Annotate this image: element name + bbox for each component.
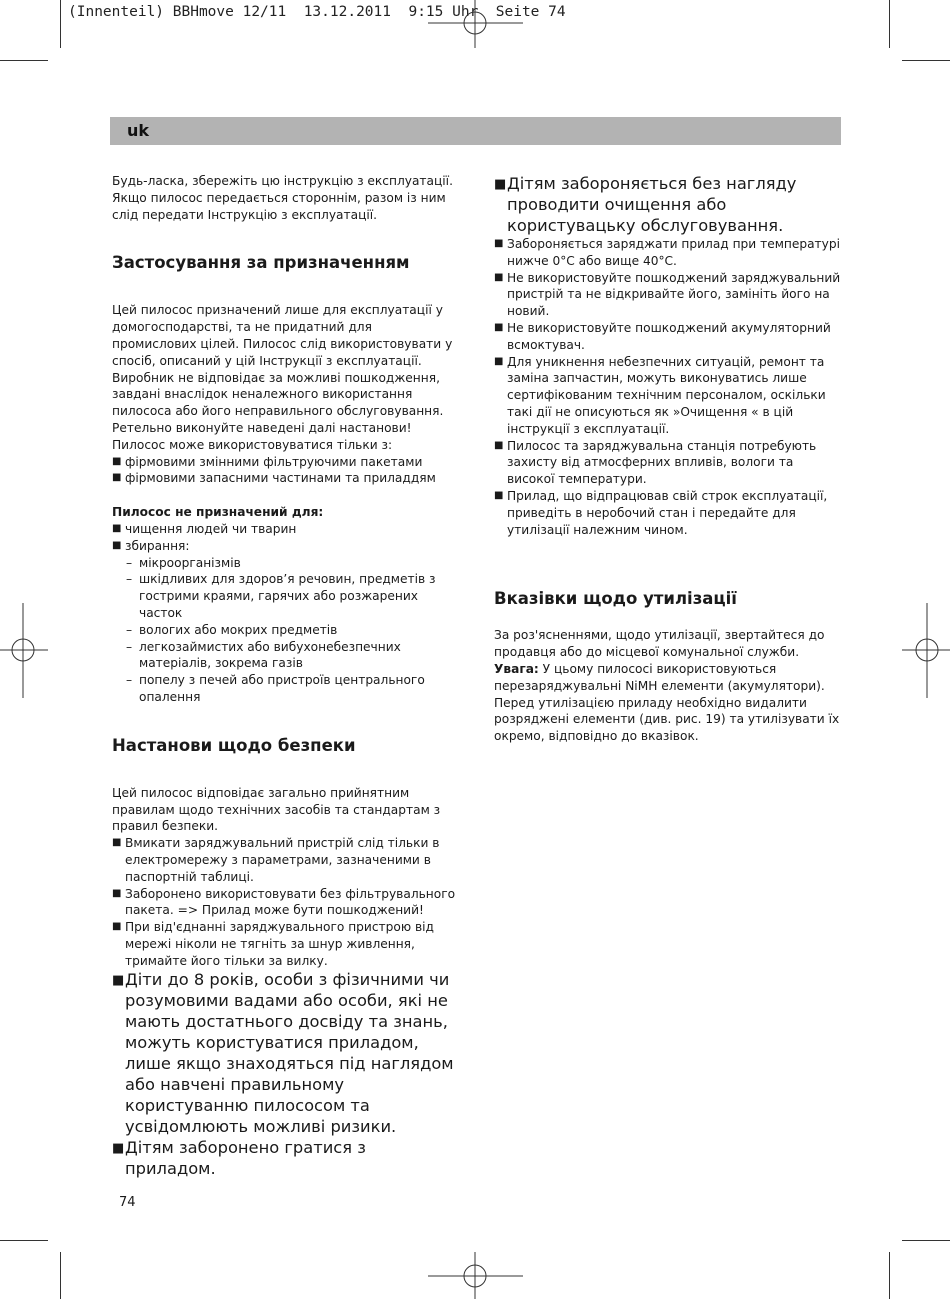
heading-safety: Настанови щодо безпеки bbox=[112, 735, 356, 755]
registration-mark-right bbox=[902, 603, 950, 698]
crop-mark bbox=[902, 1240, 950, 1241]
left-column bbox=[112, 173, 457, 1179]
list-item: ■ фірмовими запасними частинами та приладдям bbox=[112, 470, 457, 487]
warning-label: Увага: bbox=[494, 661, 539, 676]
list-item: ■ чищення людей чи тварин bbox=[112, 521, 457, 538]
right-column bbox=[494, 173, 844, 745]
language-header-bar bbox=[110, 117, 841, 145]
list-item: ■ фірмовими змінними фільтруючими пакетами bbox=[112, 454, 457, 471]
list-item: ■ Пилосос та заряджувальна станція потребують захисту від атмосферних впливів, вологи та високої температури. bbox=[494, 438, 844, 488]
language-code: uk bbox=[127, 121, 150, 140]
list-item: ■ Вмикати заряджувальний пристрій слід тільки в електромережу з параметрами, зазначеними в паспортній таблиці. bbox=[112, 835, 457, 885]
list-item: ■ Дітям заборонено гратися з приладом. bbox=[112, 1137, 457, 1179]
list-item: ■ Дітям забороняється без нагляду проводити очищення або користувацьку обслуговування. bbox=[494, 173, 844, 236]
list-item: – вологих або мокрих предметів bbox=[126, 622, 457, 639]
list-item: ■ При від'єднанні заряджувального пристрою від мережі ніколи не тягніть за шнур живлення, тримайте його тільки за вилку. bbox=[112, 919, 457, 969]
crop-mark bbox=[889, 0, 890, 48]
list-item: ■ Не використовуйте пошкоджений заряджувальний пристрій та не відкривайте його, замініть його на новий. bbox=[494, 270, 844, 320]
list-item: ■ Не використовуйте пошкоджений акумуляторний всмоктувач. bbox=[494, 320, 844, 354]
intended-use-paragraph: Цей пилосос призначений лише для експлуатації у домогосподарстві, та не придатний для промислових цілей. Пилосос слід використовувати у спосіб, описаний у цій Інструкції з експлуатації. Виробник не відповідає за можливі пошкодження, завдані внаслідок неналежного використання пилососа або його неправильного обслуговування. Ретельно виконуйте наведені далі настанови! bbox=[112, 303, 453, 435]
list-item: – попелу з печей або пристроїв центрального опалення bbox=[126, 672, 457, 706]
heading-disposal: Вказівки щодо утилізації bbox=[494, 589, 737, 609]
list-item: ■ Для уникнення небезпечних ситуацій, ремонт та заміна запчастин, можуть виконуватись лише сертифікованим технічним персоналом, оскільки такі дії не описуються як »Очищення « в цій інструкції з експлуатації. bbox=[494, 354, 844, 438]
list-item: – легкозаймистих або вибухонебезпечних матеріалів, зокрема газів bbox=[126, 639, 457, 673]
list-item: ■ Діти до 8 років, особи з фізичними чи розумовими вадами або особи, які не мають достатнього досвіду та знань, можуть користуватися приладом, лише якщо знаходяться під наглядом або навчені правильному користуванню пилососом та усвідомлюють можливі ризики. bbox=[112, 969, 457, 1137]
disposal-warning bbox=[494, 661, 844, 745]
safety-list-large-continued bbox=[494, 173, 844, 236]
crop-mark bbox=[0, 1240, 48, 1241]
disposal-paragraph: За роз'ясненнями, щодо утилізації, звертайтеся до продавця або до місцевої комунальної служби. bbox=[494, 628, 825, 660]
use-only-line: Пилосос може використовуватися тільки з: bbox=[112, 437, 393, 452]
crop-mark bbox=[902, 60, 950, 61]
intro-paragraph: Будь-ласка, збережіть цю інструкцію з експлуатації. Якщо пилосос передається стороннім, разом із ним слід передати Інструкцію з експлуатації. bbox=[112, 174, 453, 222]
list-item: – шкідливих для здоров’я речовин, предметів з гострими краями, гарячих або розжарених часток bbox=[126, 571, 457, 621]
list-item: ■ збирання: bbox=[112, 538, 457, 555]
list-item: ■ Заборонено використовувати без фільтрувального пакета. => Прилад може бути пошкоджений! bbox=[112, 886, 457, 920]
not-intended-heading: Пилосос не призначений для: bbox=[112, 505, 324, 520]
registration-mark-left bbox=[0, 603, 48, 698]
safety-list bbox=[112, 835, 457, 969]
list-item: ■ Забороняється заряджати прилад при температурі нижче 0°C або вище 40°C. bbox=[494, 236, 844, 270]
list-item: – мікроорганізмів bbox=[126, 555, 457, 572]
registration-mark-top bbox=[428, 0, 523, 48]
page-number: 74 bbox=[119, 1195, 136, 1210]
collect-sublist bbox=[112, 555, 457, 706]
registration-mark-bottom bbox=[428, 1252, 523, 1299]
safety-paragraph: Цей пилосос відповідає загально прийнятним правилам щодо технічних засобів та стандартам з правил безпеки. bbox=[112, 785, 441, 834]
safety-list-continued bbox=[494, 236, 844, 538]
use-list bbox=[112, 454, 457, 488]
warning-text: У цьому пилососі використовуються перезаряджувальні NiMH елементи (акумулятори). Перед утилізацією приладу необхідно видалити розряджені елементи (див. рис. 19) та утилізувати їх окремо, відповідно до вказівок. bbox=[494, 661, 840, 744]
crop-mark bbox=[60, 1252, 61, 1299]
print-header-line: (Innenteil) BBHmove 12/11 13.12.2011 9:15 Uhr Seite 74 bbox=[68, 4, 566, 20]
not-intended-list bbox=[112, 521, 457, 555]
list-item: ■ Прилад, що відпрацював свій строк експлуатації, приведіть в неробочий стан і передайте для утилізації належним чином. bbox=[494, 488, 844, 538]
safety-list-large bbox=[112, 969, 457, 1179]
crop-mark bbox=[60, 0, 61, 48]
heading-intended-use: Застосування за призначенням bbox=[112, 253, 410, 273]
crop-mark bbox=[889, 1252, 890, 1299]
crop-mark bbox=[0, 60, 48, 61]
